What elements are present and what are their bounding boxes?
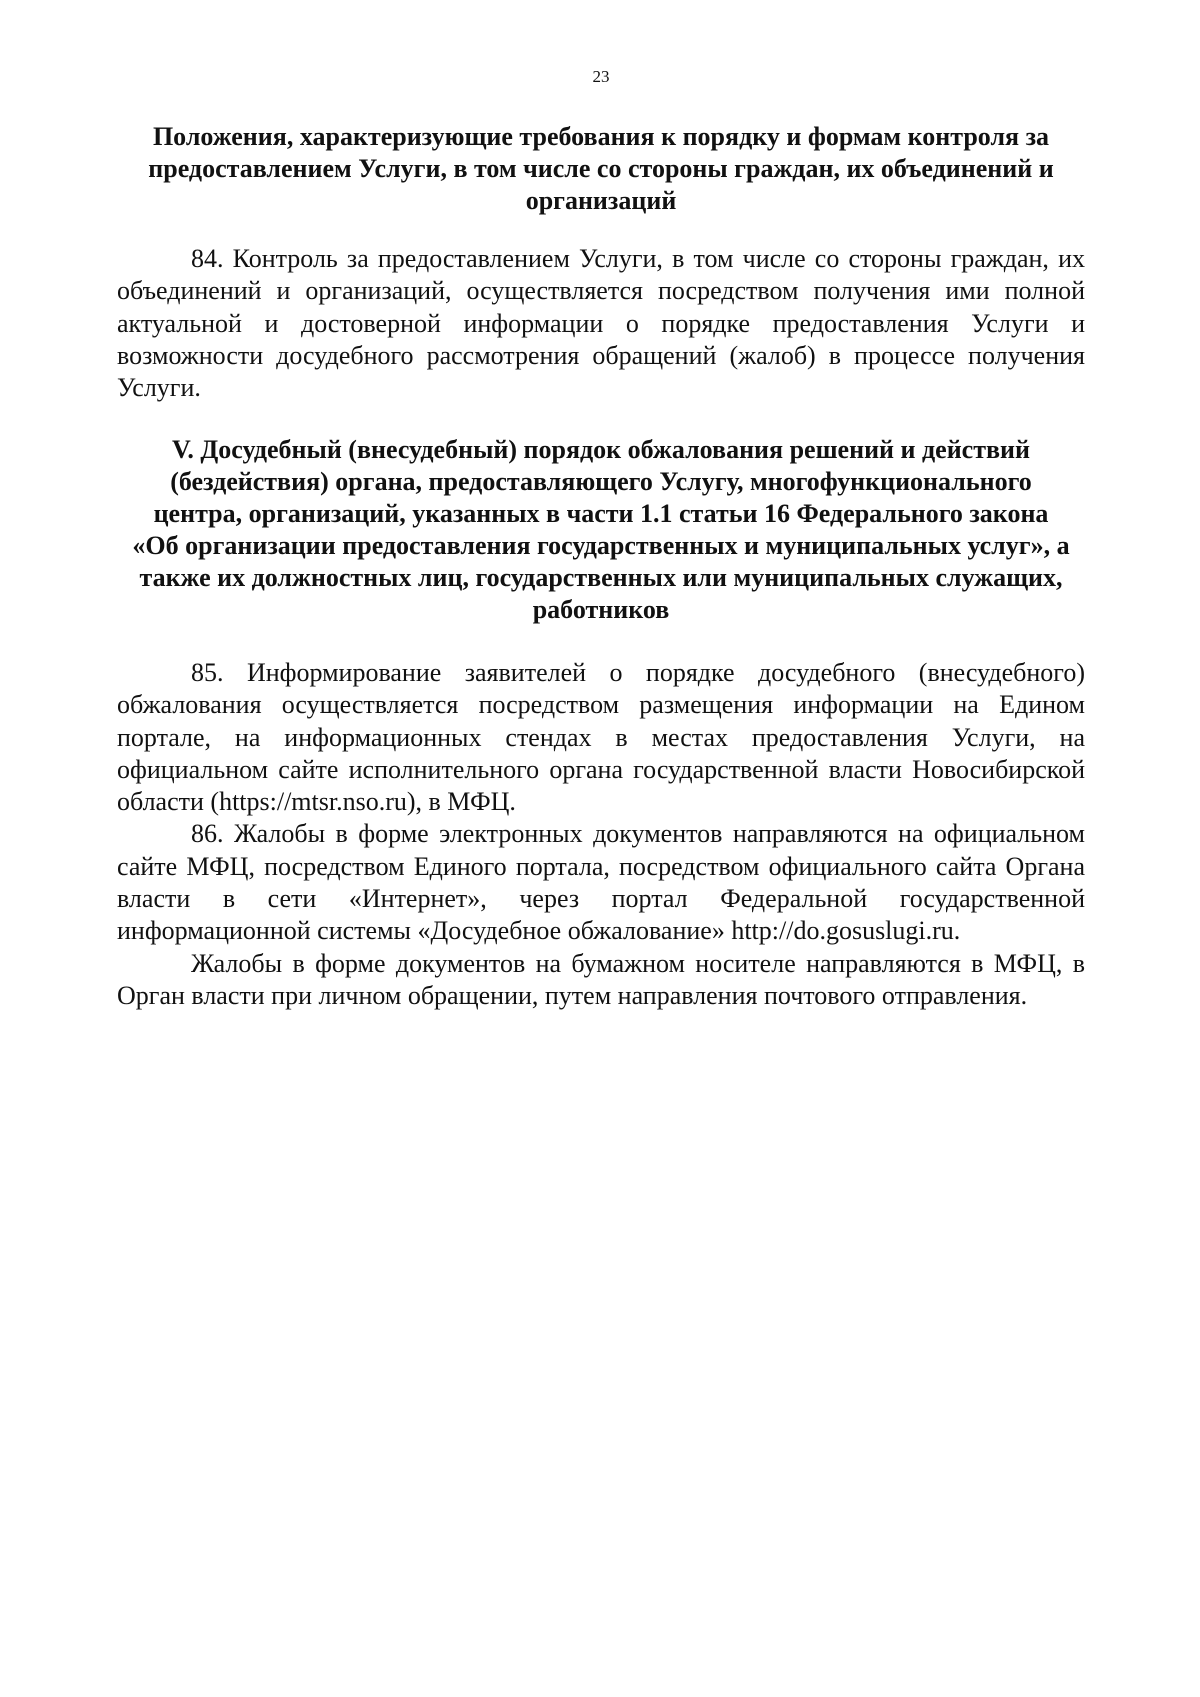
- paragraph-84: 84. Контроль за предоставлением Услуги, в том числе со стороны граждан, их объединений и организаций, осуществляется посредством получения ими полной актуальной и достоверной информации о порядке предоставления Услуги и возможности досудебного рассмотрения обращений (жалоб) в процессе получения Услуги.: [117, 244, 1085, 403]
- heading-line: предоставлением Услуги, в том числе со стороны граждан, их объединений и: [148, 154, 1054, 183]
- page-number: 23: [592, 67, 610, 86]
- section-heading-v: [117, 434, 1085, 626]
- section-body-control: [117, 243, 1085, 404]
- heading-line: Положения, характеризующие требования к порядку и формам контроля за: [152, 122, 1050, 151]
- heading-line: V. Досудебный (внесудебный) порядок обжалования решений и действий: [171, 435, 1030, 464]
- section-heading-control: [117, 121, 1085, 217]
- paragraph-86: 86. Жалобы в форме электронных документов направляются на официальном сайте МФЦ, посредством Единого портала, посредством официального сайта Органа власти в сети «Интернет», через портал Федеральной государственной информационной системы «Досудебное обжалование» http://do.gosuslugi.ru.: [117, 819, 1085, 946]
- heading-line: «Об организации предоставления государственных и муниципальных услуг», а: [132, 531, 1070, 560]
- paragraph-85: 85. Информирование заявителей о порядке досудебного (внесудебного) обжалования осуществляется посредством размещения информации на Едином портале, на информационных стендах в местах предоставления Услуги, на официальном сайте исполнительного органа государственной власти Новосибирской области (https://mtsr.nso.ru), в МФЦ.: [117, 658, 1085, 817]
- heading-line: также их должностных лиц, государственных или муниципальных служащих,: [139, 563, 1063, 592]
- paragraph-86-continuation: Жалобы в форме документов на бумажном носителе направляются в МФЦ, в Орган власти при личном обращении, путем направления почтового отправления.: [117, 948, 1085, 1010]
- heading-line: работников: [532, 595, 670, 624]
- heading-line: организаций: [525, 186, 677, 215]
- document-page: [117, 0, 1085, 1697]
- section-body-v: [117, 657, 1085, 1012]
- heading-line: центра, организаций, указанных в части 1.1 статьи 16 Федерального закона: [153, 499, 1049, 528]
- heading-line: (бездействия) органа, предоставляющего Услугу, многофункционального: [170, 467, 1032, 496]
